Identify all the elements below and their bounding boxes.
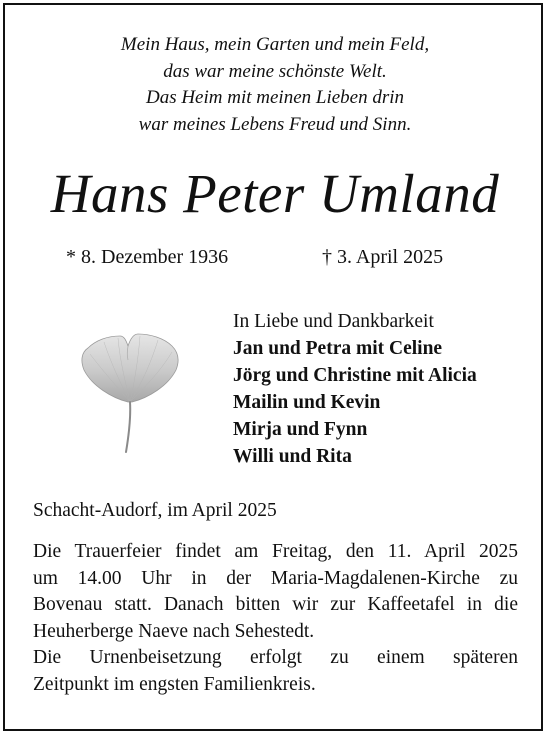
ginkgo-leaf-icon [78, 328, 182, 456]
mourners-list [233, 308, 477, 470]
mourners-intro: In Liebe und Dankbarkeit [233, 311, 434, 332]
notice-line: um 14.00 Uhr in der Maria-Magdalenen-Kirche zu [33, 567, 518, 589]
deceased-name: Hans Peter Umland [50, 163, 500, 224]
poem-line: Mein Haus, mein Garten und mein Feld, [120, 34, 430, 55]
mourner-family: Willi und Rita [233, 446, 352, 467]
funeral-notice [33, 539, 518, 698]
poem-line: das war meine schönste Welt. [163, 60, 387, 82]
notice-line: Bovenau statt. Danach bitten wir zur Kaffeetafel in die [33, 594, 518, 615]
notice-line: Zeitpunkt im engsten Familienkreis. [33, 673, 316, 695]
notice-line: Die Trauerfeier findet am Freitag, den 11. April 2025 [33, 541, 518, 562]
notice-line: Die Urnenbeisetzung erfolgt zu einem späteren [33, 647, 518, 668]
mourner-family: Jan und Petra mit Celine [233, 338, 443, 359]
mourner-family: Mailin und Kevin [233, 392, 381, 413]
memorial-poem [0, 32, 550, 138]
mourner-family: Mirja und Fynn [233, 419, 368, 440]
mourner-family: Jörg und Christine mit Alicia [233, 365, 477, 386]
death-date: † 3. April 2025 [322, 246, 444, 268]
notice-line: Heuherberge Naeve nach Sehestedt. [33, 620, 315, 642]
birth-date: * 8. Dezember 1936 [66, 246, 229, 268]
place-and-date: Schacht-Audorf, im April 2025 [33, 500, 277, 521]
poem-line: Das Heim mit meinen Lieben drin [145, 87, 405, 108]
poem-line: war meines Lebens Freud und Sinn. [138, 113, 412, 135]
